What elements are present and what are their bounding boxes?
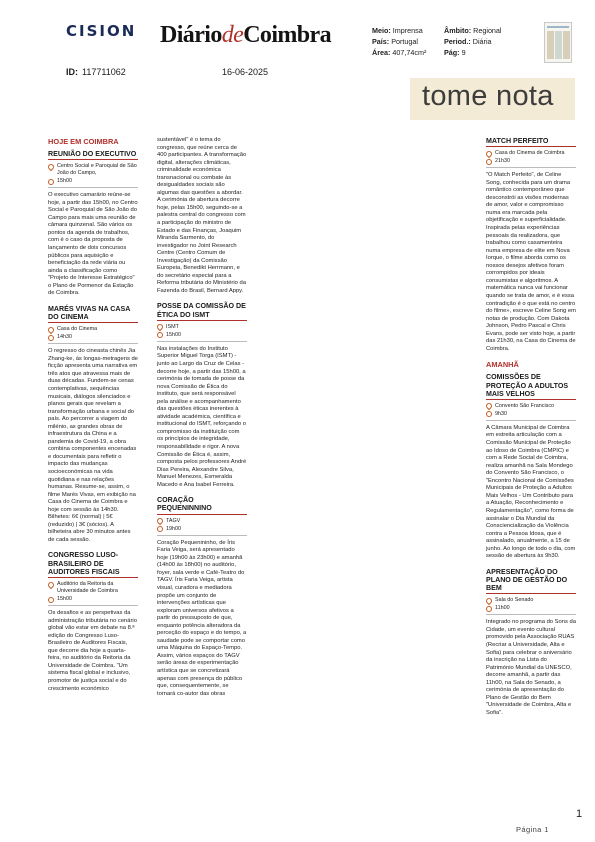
cision-logo: CISION bbox=[66, 22, 137, 40]
location-pin-icon bbox=[156, 323, 164, 331]
divider bbox=[157, 535, 247, 536]
event-time: 15h00 bbox=[48, 178, 138, 185]
event-place: Auditório da Reitoria da Universidade de Coimbra bbox=[48, 581, 138, 595]
article-heading: CONGRESSO LUSO-BRASILEIRO DE AUDITORES FISCAIS bbox=[48, 551, 138, 578]
page-number: 1 bbox=[576, 808, 583, 820]
meta-area: Área: 407,74cm² bbox=[372, 48, 427, 57]
metadata-left bbox=[372, 25, 426, 58]
clock-icon bbox=[48, 179, 54, 185]
article-body: Os desafios e as perspetivas da administração tributária no cenário global vão estar em debate na 8.ª edição do Congresso Luso-Brasileiro de Auditores Fiscais, que decorre dia hoje a quarta-feira, no auditório da Reitoria da Universidade de Coimbra. "Um sistema fiscal global e inclusivo, promotor de justiça social e do crescimento económico bbox=[48, 610, 137, 692]
event-time: 21h30 bbox=[486, 158, 576, 165]
logo-part-diario: Diário bbox=[160, 22, 222, 48]
event-place: Casa do Cinema de Coimbra bbox=[486, 150, 576, 157]
event-place: ISMT bbox=[157, 324, 247, 331]
event-time: 15h00 bbox=[48, 596, 138, 603]
article-body-continued: sustentável" é o tema do congresso, que reúne cerca de 400 participantes. A transformação digital, alterações climáticas, criminalidade económica transnacional ou combate às desigualdades sociais são algumas das questões a abordar. A cerimónia de abertura decorre hoje, pelas 15h00, seguindo-se a palestra central do congresso com a participação do ministro de Estado e das Finanças, Joaquim Miranda Sarmento, do investigador no Joint Research Centre (Centro Comum de Investigação) da Comissão Europeia, Benedikt Herrmann, e do secretário especial para a Reforma tributária do Ministério da Fazenda do Brasil, Bernard Appy. bbox=[157, 137, 247, 294]
section-title-box bbox=[410, 78, 575, 120]
meta-ambito: Âmbito: Regional bbox=[444, 26, 502, 35]
article-heading: CORAÇÃO PEQUENINNINO bbox=[157, 496, 247, 514]
event-place: Casa do Cinema bbox=[48, 326, 138, 333]
location-pin-icon bbox=[47, 162, 55, 170]
section-tomorrow: AMANHÃ bbox=[486, 360, 519, 370]
clock-icon bbox=[48, 335, 54, 341]
column-3 bbox=[486, 137, 576, 725]
divider bbox=[157, 341, 247, 342]
meta-pais: País: Portugal bbox=[372, 37, 418, 46]
event-place: Sala do Senado bbox=[486, 597, 576, 604]
event-time: 15h00 bbox=[157, 332, 247, 339]
event-time: 14h30 bbox=[48, 334, 138, 341]
article-body: Coração Pequenininho, de Íris Faria Veiga, será apresentado hoje (19h00 às 23h00) e amanhã (14h00 às 18h00) no auditório, foyer, sala verde e Café-Teatro do TAGV. Íris Faria Veiga, artista visual, curadora e mediadora propõe um conjunto de intervenções artísticas que exploram universos afetivos a partir do pressuposto de que, enquanto potência alteradora da perceção do espaço e do tempo, a saudade pode se comportar como uma Máquina do Espaço-Tempo. Assim, vários espaços do TAGV serão áreas de experimentação artística que se concretizará apenas com presença do público que, consequentemente, se tornará co-autor das obras bbox=[157, 539, 247, 697]
divider bbox=[48, 343, 138, 344]
location-pin-icon bbox=[47, 580, 55, 588]
newspaper-logo bbox=[160, 22, 331, 48]
article-body: A Câmara Municipal de Coimbra em estreita articulação com a Comissão Municipal de Proteção ao Idoso de Coimbra (CMPIC) e com a Rede Social de Coimbra, realiza amanhã na Sala Mondego do Convento São Francisco, o "Encontro Nacional de Comissões Municipais de Proteção a Adultos Mais Velhos - Um Contributo para a Atuação, Reconhecimento e Regulamentação", como forma de assinalar o Dia Mundial da Consciencialização da Violência contra a Pessoa Idosa, que é assinalado, anualmente, a 15 de junho. Ao longo de todo o dia, com sessão de abertura às 9h30. bbox=[486, 424, 576, 560]
event-time: 11h00 bbox=[486, 605, 576, 612]
article-body: O executivo camarário reúne-se hoje, a partir das 15h00, no Centro Social e Paroquial de São João do Campo para mais uma reunião de câmara quinzenal. São vários os pontos da agenda de trabalhos, com é o caso da proposta de lançamento de dois concursos públicos para aquisição e beneficiação da rede viária ou ainda a classificação como "Projeto de Interesse Estratégico" o Plano de Pormenor da Estação de Coimbra. bbox=[48, 192, 138, 297]
article-heading: APRESENTAÇÃO DO PLANO DE GESTÃO DO BEM bbox=[486, 568, 576, 595]
article-heading: MARÉS VIVAS NA CASA DO CINEMA bbox=[48, 305, 138, 323]
column-2 bbox=[157, 137, 247, 705]
event-time: 9h30 bbox=[486, 411, 576, 418]
divider bbox=[48, 187, 138, 188]
thumb-band bbox=[547, 26, 569, 28]
location-pin-icon bbox=[485, 597, 493, 605]
event-time: 19h00 bbox=[157, 526, 247, 533]
metadata-right bbox=[444, 25, 502, 58]
thumb-block bbox=[555, 31, 562, 59]
article-heading: MATCH PERFEITO bbox=[486, 137, 576, 147]
logo-part-de: de bbox=[221, 22, 244, 48]
clock-icon bbox=[157, 526, 163, 532]
meta-pag: Pág: 9 bbox=[444, 48, 466, 57]
section-today: HOJE EM COIMBRA bbox=[48, 137, 119, 146]
meta-period: Period.: Diária bbox=[444, 37, 492, 46]
location-pin-icon bbox=[485, 402, 493, 410]
logo-part-coimbra: Coimbra bbox=[243, 22, 331, 48]
clock-icon bbox=[486, 411, 492, 417]
clock-icon bbox=[48, 597, 54, 603]
page-label: Página 1 bbox=[516, 825, 549, 834]
article-heading: REUNIÃO DO EXECUTIVO bbox=[48, 150, 138, 160]
article-body: Nas instalações do Instituto Superior Miguel Torga (ISMT) - junto ao Largo da Cruz de Celas - decorre hoje, a partir das 15h00, a cerimónia de tomada de posse da nova Comissão de Ética do instituto, que será responsável pela análise e acompanhamento das questões éticas inerentes à atividade académica, científica e institucional do ISMT, reforçando o compromisso da instituição com os princípios de integridade, responsabilidade e rigor. A nova Comissão de Ética é, assim, composta pelos professores André Dias Pereira, Alexandre Silva, Manuel Menezes, Esmeralda Macedo e Ana Isabel Ferreira. bbox=[157, 345, 247, 488]
divider bbox=[486, 167, 576, 168]
location-pin-icon bbox=[156, 517, 164, 525]
thumb-block bbox=[547, 31, 554, 59]
meta-meio: Meio: Imprensa bbox=[372, 26, 423, 35]
section-title: tome nota bbox=[422, 80, 554, 112]
event-place: TAGV bbox=[157, 518, 247, 525]
article-heading: POSSE DA COMISSÃO DE ÉTICA DO ISMT bbox=[157, 302, 247, 320]
clock-icon bbox=[486, 159, 492, 165]
clock-icon bbox=[157, 332, 163, 338]
clip-id: ID: 117711062 bbox=[66, 67, 126, 77]
location-pin-icon bbox=[485, 149, 493, 157]
thumb-block bbox=[563, 31, 570, 59]
article-body: Integrado no programa do Sons da Cidade, um evento cultural promovido pela Associação RUAS (Recriar a Universidade, Alta e Sofia) para celebrar o aniversário da inscrição na Lista do Património Mundial da UNESCO, decorre amanhã, a partir das 11h00, na Sala do Senado, a cerimónia de apresentação do Plano de Gestão do Bem "Universidade de Coimbra, Alta e Sofia". bbox=[486, 619, 576, 716]
divider bbox=[486, 420, 576, 421]
divider bbox=[486, 614, 576, 615]
location-pin-icon bbox=[47, 326, 55, 334]
event-place: Convento São Francisco bbox=[486, 403, 576, 410]
article-heading: COMISSÕES DE PROTEÇÃO A ADULTOS MAIS VELHOS bbox=[486, 373, 576, 400]
divider bbox=[48, 605, 138, 606]
page-thumbnail[interactable] bbox=[544, 22, 572, 63]
clock-icon bbox=[486, 606, 492, 612]
article-body: "O Match Perfeito", de Celine Song, conhecida para um drama romântico contemporâneo que desconstrói as visões modernas de amor, valor e compromisso numa era marcada pela objetificação e superficialidade. Inspirada pelas experiências pessoais da realizadora, que trabalhou como casamenteira numa empresa de elite em Nova Iorque, o filme aborda como os nossos desejos afetivos foram corrompidos por ideais consumistas e algoritmos. A matemática nunca vai funcionar quando se trata de amor, e é essa contradição é o que está no centro do filme», escreve Celine Song em notas de produção. Com Dakota Johnson, Pedro Pascal e Chris Evans, pode ser visto hoje, a partir das 21h30, na Casa do Cinema de Coimbra. bbox=[486, 172, 576, 352]
column-1 bbox=[48, 137, 138, 700]
event-place: Centro Social e Paroquial de São João do Campo, bbox=[48, 163, 138, 177]
article-body: O regresso do cineasta chinês Jia Zhang-ke, às longas-metragens de ficção apresenta uma narrativa em três atos que atravessa mais de duas décadas. Fundem-se cenas contemplativas, sequências musicais, diálogos silenciados e planos gerais que revelam a transformação urbana e social do país. Ao percorrer a viagem do milénio, as grandes obras de infraestrutura da China e a pandemia de Covid-19, a obra combina componentes encenadas e documentais para refletir o impacto das mudanças socioeconómicas na vida quotidiana e nas relações humanas. Resume-se, assim, o filme Marés Vivas, em exibição na Casa do Cinema de Coimbra e hoje com sessão às 14h30. Bilhetes: 6€ (normal) | 5€ (reduzido) | 3€ (sócios). A bilheteira abre 30 minutos antes de cada sessão. bbox=[48, 348, 138, 543]
clip-date: 16-06-2025 bbox=[222, 67, 269, 77]
